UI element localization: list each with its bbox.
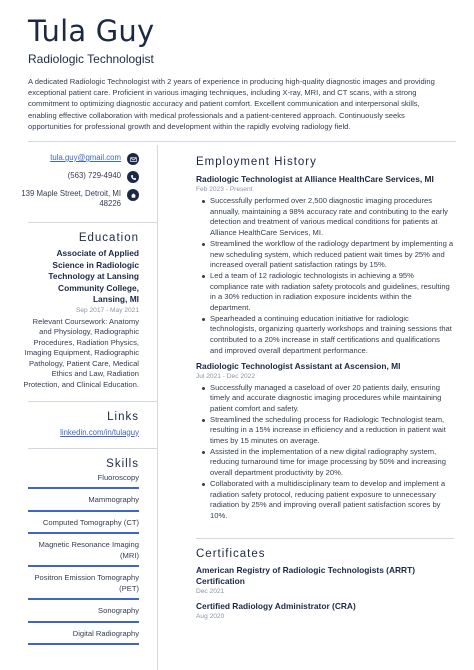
skill-name: Magnetic Resonance Imaging (MRI) <box>38 540 139 560</box>
job-bullet: Spearheaded a continuing education initiative for radiologic technologists, organizing quarterly workshops and training sessions that contributed to a 20% increase in staff certifications and qualifications and improved overall department performance. <box>210 314 454 357</box>
phone-number: (563) 729-4940 <box>67 171 121 180</box>
resume-header <box>28 12 448 66</box>
skills-list <box>0 473 157 646</box>
phone-icon <box>127 171 139 183</box>
home-icon <box>127 189 139 201</box>
certificate-date: Aug 2020 <box>196 612 225 620</box>
left-column <box>0 145 157 645</box>
employment-heading: Employment History <box>196 156 317 168</box>
linkedin-link[interactable]: linkedin.com/in/tulaguy <box>60 427 139 437</box>
certificates-divider <box>196 538 454 539</box>
skill-name: Positron Emission Tomography (PET) <box>34 573 139 593</box>
skill-item <box>0 606 157 623</box>
job-entry <box>168 174 454 357</box>
certificate-date: Dec 2021 <box>196 587 225 595</box>
skill-item <box>0 540 157 567</box>
contact-phone-row <box>0 171 139 183</box>
skill-item <box>0 573 157 600</box>
contact-block <box>0 153 157 209</box>
contact-email-row[interactable] <box>0 153 139 165</box>
skill-item <box>0 473 157 490</box>
skill-level-bar <box>28 643 139 645</box>
skill-name: Digital Radiography <box>72 628 139 638</box>
job-title: Radiologic Technologist Assistant at Ascension, MI <box>196 360 401 371</box>
job-bullet: Streamlined the scheduling process for Radiologic Technologist team, resulting in a 15% increase in efficiency and a reduction in patient wait times by 15 minutes on average. <box>210 415 454 447</box>
job-date: Feb 2023 - Present <box>196 186 253 193</box>
certificate-name: Certified Radiology Administrator (CRA) <box>196 600 356 611</box>
job-date: Jul 2021 - Dec 2022 <box>196 372 256 380</box>
skill-name: Mammography <box>88 495 139 505</box>
skill-level-bar <box>28 598 139 600</box>
links-divider <box>28 401 157 402</box>
education-coursework: Relevant Coursework: Anatomy and Physiology, Radiographic Procedures, Radiation Physics, Imaging Equipment, Radiographic Pathology, Patient Care, Medical Ethics and Law, Radiation Protection, and Clinical Education. <box>23 316 139 390</box>
skill-item <box>0 518 157 535</box>
skill-item <box>0 629 157 646</box>
certificates-heading: Certificates <box>196 547 266 560</box>
skills-divider <box>28 448 157 449</box>
address: 139 Maple Street, Detroit, MI 48226 <box>21 189 121 208</box>
certificate-entry <box>168 601 454 620</box>
certificate-name: American Registry of Radiologic Technologists (ARRT) Certification <box>196 564 416 586</box>
mail-icon <box>127 153 139 165</box>
candidate-name: Tula Guy <box>28 14 155 48</box>
skill-level-bar <box>28 510 139 512</box>
education-degree: Associate of Applied Science in Radiologic Technology at Lansing Community College, Lansing, MI <box>48 248 139 304</box>
certificate-entry <box>168 565 454 595</box>
skill-level-bar <box>28 487 139 489</box>
job-bullet: Successfully performed over 2,500 diagnostic imaging procedures annually, maintaining a 98% accuracy rate and contributing to the early detection and treatment of various medical conditions for patients at Alliance HealthCare Services, MI. <box>210 196 454 239</box>
skills-heading: Skills <box>106 457 139 470</box>
skill-name: Fluoroscopy <box>97 472 139 482</box>
skill-item <box>0 495 157 512</box>
certificates-list <box>168 565 454 620</box>
jobs-list <box>168 174 454 522</box>
profile-summary: A dedicated Radiologic Technologist with 2 years of experience in producing high-quality diagnostic images and providing exceptional patient care. Proficient in various imaging techniques, including X-ray, MRI, and CT scans, with a strong commitment to optimizing diagnostic accuracy and patient comfort. Excellent communication and interpersonal skills, enabling effective collaboration with medical professionals and a patient-centered approach. Continuously seeks opportunities for professional growth and development within the rapidly evolving radiology field. <box>28 77 435 131</box>
skill-level-bar <box>28 621 139 623</box>
job-bullet: Assisted in the implementation of a new digital radiography system, reducing turnaround time for image processing by 50% and increasing overall department productivity by 20%. <box>210 447 454 479</box>
job-bullet: Collaborated with a multidisciplinary team to develop and implement a radiation safety protocol, reducing patient exposure to unnecessary radiation by 25% and improving overall patient satisfaction scores by 10%. <box>210 479 454 522</box>
job-bullets <box>168 196 454 357</box>
education-date: Sep 2017 - May 2021 <box>75 306 139 314</box>
email-link[interactable]: tula.guy@gmail.com <box>50 153 121 162</box>
skill-name: Sonography <box>98 606 139 616</box>
education-heading: Education <box>78 232 139 244</box>
job-bullets <box>168 383 454 522</box>
job-title: Radiologic Technologist at Alliance HealthCare Services, MI <box>196 174 434 184</box>
job-bullet: Streamlined the workflow of the radiology department by implementing a new scheduling system, which reduced patient wait times by 25% and increased overall patient satisfaction ratings by 15%. <box>210 238 454 270</box>
contact-address-row <box>0 189 139 209</box>
job-bullet: Successfully managed a caseload of over 20 patients daily, ensuring timely and accurate diagnostic imaging procedures while maintaining patient comfort and safety. <box>210 383 454 415</box>
header-divider <box>28 141 456 142</box>
skill-name: Computed Tomography (CT) <box>42 517 139 527</box>
right-column <box>168 145 454 620</box>
column-divider <box>157 145 158 670</box>
links-heading: Links <box>107 410 139 423</box>
job-entry <box>168 361 454 522</box>
skill-level-bar <box>28 565 139 567</box>
skill-level-bar <box>28 532 139 534</box>
job-bullet: Led a team of 12 radiologic technologists in achieving a 95% compliance rate with radiation safety protocols and guidelines, resulting in a 30% reduction in radiation exposure incidents within the department. <box>210 271 454 314</box>
candidate-role: Radiologic Technologist <box>28 52 154 66</box>
education-divider <box>28 222 157 223</box>
